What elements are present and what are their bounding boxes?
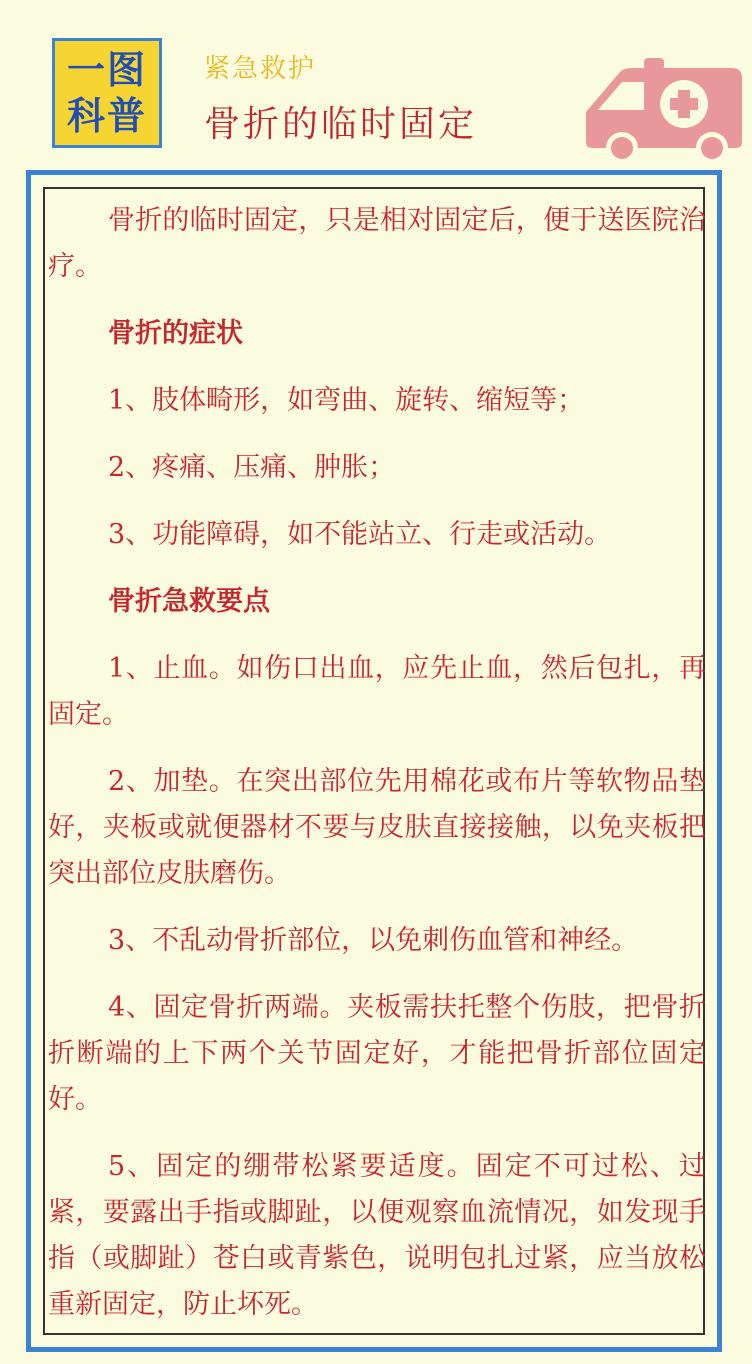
page-title: 骨折的临时固定 xyxy=(204,104,478,145)
article-body xyxy=(48,198,706,1349)
intro-paragraph: 骨折的临时固定，只是相对固定后，便于送医院治疗。 xyxy=(48,205,706,282)
firstaid-item: 1、止血。如伤口出血，应先止血，然后包扎，再固定。 xyxy=(48,653,706,730)
logo-badge xyxy=(52,38,162,148)
firstaid-item: 5、固定的绷带松紧要适度。固定不可过松、过紧，要露出手指或脚趾，以便观察血流情况，如发现手指（或脚趾）苍白或青紫色，说明包扎过紧，应当放松重新固定，防止坏死。 xyxy=(48,1151,706,1320)
symptoms-heading: 骨折的症状 xyxy=(108,318,243,349)
symptom-item: 2、疼痛、压痛、肿胀； xyxy=(108,452,396,483)
symptom-item: 3、功能障碍，如不能站立、行走或活动。 xyxy=(108,519,612,550)
firstaid-item: 2、加垫。在突出部位先用棉花或布片等软物品垫好，夹板或就便器材不要与皮肤直接接触，以免夹板把突出部位皮肤磨伤。 xyxy=(48,766,706,889)
firstaid-item: 4、固定骨折两端。夹板需扶托整个伤肢，把骨折折断端的上下两个关节固定好，才能把骨折部位固定好。 xyxy=(48,992,706,1115)
firstaid-item: 3、不乱动骨折部位，以免刺伤血管和神经。 xyxy=(108,925,639,956)
logo-line-1: 一图 xyxy=(66,48,147,92)
symptom-item: 1、肢体畸形，如弯曲、旋转、缩短等； xyxy=(108,385,585,416)
firstaid-heading: 骨折急救要点 xyxy=(108,586,270,617)
category-label: 紧急救护 xyxy=(204,54,317,84)
logo-line-2: 科普 xyxy=(66,94,147,138)
ambulance-icon xyxy=(580,56,746,166)
